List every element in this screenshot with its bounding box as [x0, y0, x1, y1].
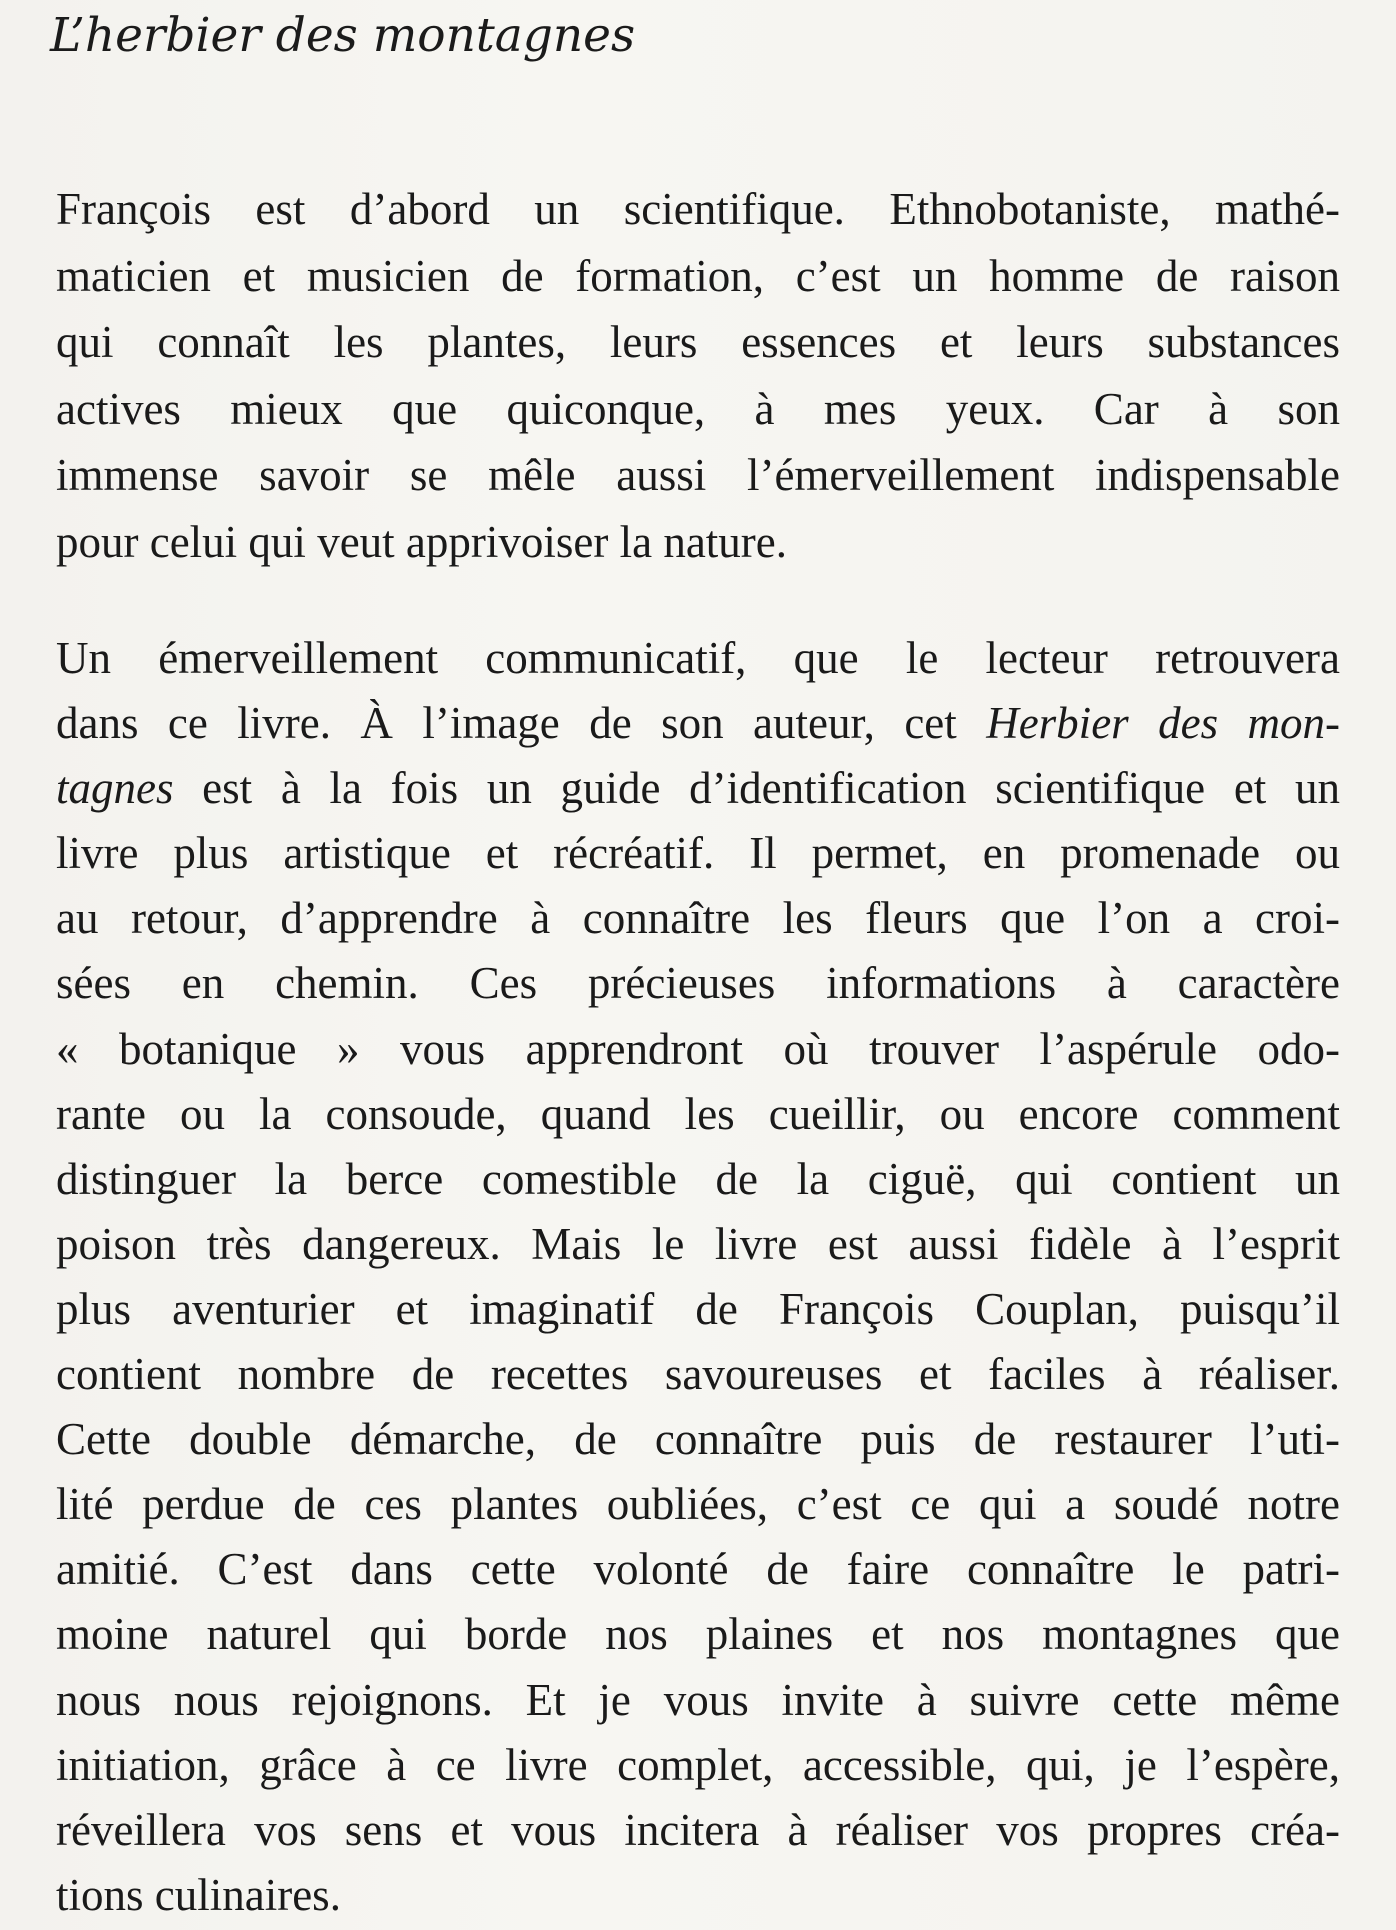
paragraph-1-line: François est d’abord un scientifique. Ethnobotaniste, mathé- — [56, 184, 1340, 234]
paragraph-1 — [56, 176, 1340, 575]
paragraph-1-line: actives mieux que quiconque, à mes yeux. Car à son — [56, 383, 1340, 434]
paragraph-2-text: est à la fois un guide d’identification scientifique et un — [173, 763, 1340, 814]
paragraph-2-line: « botanique » vous apprendront où trouver l’aspérule odo- — [56, 1023, 1340, 1074]
paragraph-2 — [56, 626, 1340, 1928]
paragraph-2-line: sées en chemin. Ces précieuses informations à caractère — [56, 958, 1340, 1009]
page-title: L’herbier des montagnes — [50, 8, 636, 63]
paragraph-2-line: au retour, d’apprendre à connaître les fleurs que l’on a croi- — [56, 893, 1340, 944]
paragraph-2-line — [56, 691, 1340, 756]
paragraph-1-line: pour celui qui veut apprivoiser la nature. — [56, 516, 788, 567]
paragraph-2-line: réveillera vos sens et vous incitera à réaliser vos propres créa- — [56, 1804, 1340, 1855]
paragraph-1-line: maticien et musicien de formation, c’est un homme de raison — [56, 250, 1340, 301]
paragraph-2-line: initiation, grâce à ce livre complet, accessible, qui, je l’espère, — [56, 1739, 1340, 1790]
paragraph-2-line: lité perdue de ces plantes oubliées, c’est ce qui a soudé notre — [56, 1479, 1340, 1530]
paragraph-1-line: immense savoir se mêle aussi l’émerveillement indispensable — [56, 450, 1340, 500]
book-title: tagnes — [56, 763, 174, 814]
paragraph-2-line: amitié. C’est dans cette volonté de faire connaître le patri- — [56, 1544, 1340, 1595]
paragraph-2-line: livre plus artistique et récréatif. Il permet, en promenade ou — [56, 828, 1340, 879]
paragraph-2-line: poison très dangereux. Mais le livre est aussi fidèle à l’esprit — [56, 1218, 1340, 1269]
paragraph-2-line: tions culinaires. — [56, 1869, 341, 1920]
paragraph-1-line: qui connaît les plantes, leurs essences et leurs substances — [56, 317, 1340, 367]
paragraph-2-line: nous nous rejoignons. Et je vous invite à suivre cette même — [56, 1674, 1340, 1725]
paragraph-2-line: plus aventurier et imaginatif de François Couplan, puisqu’il — [56, 1283, 1340, 1334]
book-title: Herbier des mon- — [986, 698, 1340, 749]
paragraph-2-line: contient nombre de recettes savoureuses et faciles à réaliser. — [56, 1349, 1340, 1400]
paragraph-2-line: distinguer la berce comestible de la ciguë, qui contient un — [56, 1153, 1340, 1204]
paragraph-2-text: dans ce livre. À l’image de son auteur, cet — [56, 698, 987, 749]
paragraph-2-line — [56, 756, 1340, 821]
paragraph-2-line: Un émerveillement communicatif, que le lecteur retrouvera — [56, 633, 1340, 683]
paragraph-2-line: moine naturel qui borde nos plaines et nos montagnes que — [56, 1609, 1340, 1660]
paragraph-2-line: rante ou la consoude, quand les cueillir, ou encore comment — [56, 1088, 1340, 1139]
paragraph-2-line: Cette double démarche, de connaître puis de restaurer l’uti- — [56, 1414, 1340, 1465]
